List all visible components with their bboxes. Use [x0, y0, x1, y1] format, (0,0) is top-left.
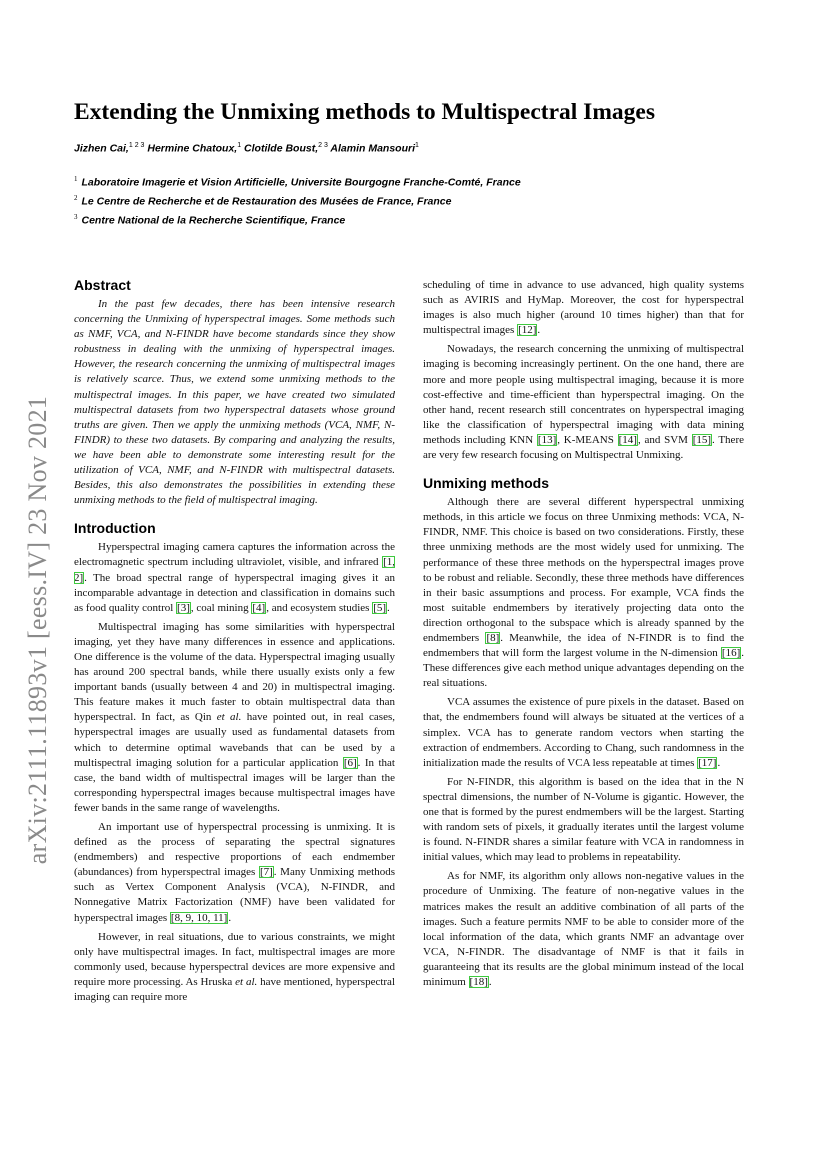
- paragraph: Multispectral imaging has some similarities with hyperspectral imaging, yet they have many differences in essence and applications. One difference is the volume of the data. Hyperspectral imaging usually has around 200 spectral bands, while there usually exists only a few important bands (usually between 4 and 20) in multispectral imaging. This feature makes it much faster to obtain multispectral data than hyperspectral. In fact, as Qin et al. have pointed out, in real cases, hyperspectral images are usually used as fundamental datasets from which to determine optimal wavebands that can be used by a multispectral imaging solution for a particular application [6]. In that case, the band width of multispectral images will be larger than the corresponding hyperspectral images because multispectral images have fewer bands in the same range of wavelengths.: [74, 620, 395, 814]
- affiliation-number: 2: [74, 194, 78, 202]
- citation-link[interactable]: [17]: [698, 756, 717, 769]
- citation-link[interactable]: [4]: [252, 601, 266, 614]
- citation-link[interactable]: [12]: [518, 324, 537, 337]
- author-affiliation-mark: 1: [415, 142, 419, 149]
- paragraph: However, in real situations, due to various constraints, we might only have multispectral images. In fact, multispectral images are more commonly used, because hyperspectral devices are more expensive and require more processing. As Hruska et al. have mentioned, hyperspectral imaging can require more: [74, 930, 395, 1004]
- abstract-heading: Abstract: [74, 277, 131, 293]
- paragraph: Although there are several different hyperspectral unmixing methods, in this article we focus on three Unmixing methods: VCA, N-FINDR, NMF. This choice is based on two considerations. Firstly, these three unmixing methods are the most widely used for unmixing. The performance of these three methods on the hyperspectral images prove to be robust and reliable. Secondly, these three methods have differences in their basic assumptions and process. For example, VCA finds the most suitable endmembers by iteratively projecting data onto the direction orthogonal to the subspace which is already spanned by the endmembers [8]. Meanwhile, the idea of N-FINDR is to find the endmembers that will form the largest volume in the N-dimension [16]. These differences give each method unique advantages depending on the real situations.: [423, 496, 745, 690]
- affiliation: [74, 172, 521, 191]
- citation-link[interactable]: [8]: [486, 631, 500, 644]
- citation-link[interactable]: [16]: [721, 647, 741, 660]
- paragraph: An important use of hyperspectral processing is unmixing. It is defined as the process of separating the spectral signatures (endmembers) and respective proportions of each endmember (abundances) from hyperspectral images [7]. Many Unmixing methods such as Vertex Component Analysis (VCA), N-FINDR, and Nonnegative Matrix Factorization (NMF) have been validated for hyperspectral images [8, 9, 10, 11].: [74, 821, 395, 924]
- affiliation: [74, 210, 521, 229]
- citation-link[interactable]: [14]: [618, 433, 637, 446]
- paragraph: scheduling of time in advance to use advanced, high quality systems such as AVIRIS and HyMap. Moreover, the cost for hyperspectral images is also much higher (around 10 times higher) than that for multispectral images [12].: [423, 279, 744, 337]
- right-column: [423, 278, 744, 990]
- paragraph: Hyperspectral imaging camera captures the information across the electromagnetic spectrum including ultraviolet, visible, and infrared [1, 2]. The broad spectral range of hyperspectral imaging gives it an incomparable advantage in detection and classification in domains such as food quality control [3], coal mining [4], and ecosystem studies [5].: [74, 541, 395, 614]
- paragraph: VCA assumes the existence of pure pixels in the dataset. Based on that, the endmembers found will always be situated at the vertices of a simplex. VCA has to generate random vectors when starting the extraction of endmembers. According to Chang, such randomness in the initialization made the results of VCA less repeatable at times [17].: [423, 696, 744, 769]
- affiliation-number: 3: [74, 213, 78, 221]
- citation-link[interactable]: [1, 2]: [74, 556, 395, 584]
- introduction-heading: Introduction: [74, 520, 156, 537]
- unmixing-methods-heading: Unmixing methods: [423, 475, 550, 492]
- citation-link[interactable]: [3]: [177, 601, 190, 614]
- citation-link[interactable]: [13]: [537, 433, 557, 446]
- author: Alamin Mansouri: [330, 142, 416, 155]
- affiliation-number: 1: [74, 175, 78, 183]
- citation-link[interactable]: [5]: [373, 601, 387, 614]
- author-affiliation-mark: 1 2 3: [128, 142, 145, 149]
- citation-link[interactable]: [7]: [259, 866, 273, 879]
- arxiv-id: arXiv:2111.11893v1 [eess.IV] 23 Nov 2021: [23, 395, 52, 865]
- paragraph: As for NMF, its algorithm only allows non-negative values in the procedure of Unmixing. The feature of non-negative values in the matrices makes the result an additive combination of all parts of the images. Such a feature permits NMF to be able to consider more of the local information of the data, which grants NMF an advantage over VCA, N-FINDR. The disadvantage of NMF is that it fails in guaranteeing that its results are the global minimum instead of the local minimum [18].: [423, 870, 744, 989]
- citation-link[interactable]: [15]: [692, 433, 712, 446]
- author-affiliation-mark: 1: [237, 142, 242, 149]
- affiliation-list: [74, 172, 521, 229]
- introduction-section: [74, 520, 395, 1005]
- affiliation-text: Laboratoire Imagerie et Vision Artificielle, Universite Bourgogne Franche-Comté, France: [81, 176, 521, 189]
- citation-link[interactable]: [6]: [343, 756, 357, 769]
- citation-link[interactable]: [18]: [469, 976, 488, 989]
- paragraph: For N-FINDR, this algorithm is based on the idea that in the N spectral dimensions, the number of N-Volume is gigantic. However, the one that is formed by the purest endmembers will be the largest. Starting with random sets of pixels, it gradually iterates until the largest volume is found. N-FINDR shares a similar feature with VCA in randomness in initial values, which may lead to problems in repeatability.: [423, 775, 744, 864]
- author: Hermine Chatoux,: [147, 142, 238, 155]
- abstract-text: In the past few decades, there has been intensive research concerning the Unmixing of hyperspectral images. Some methods such as NMF, VCA, and N-FINDR have become standards since they show robustness in dealing with the unmixing of hyperspectral images. However, the research concerning the unmixing of multispectral images is relatively scarce. Thus, we extend some unmixing methods to the multispectral images. In this paper, we have created two simulated multispectral datasets from two hyperspectral datasets whose ground truths are given. Then we apply the unmixing methods (VCA, NMF, N-FINDR) to these two datasets. By comparing and analyzing the results, we have been able to demonstrate some interesting result for the utilization of VCA, NMF, and N-FINDR with multispectral datasets. Besides, this also demonstrates the possibilities in extending these unmixing methods to the field of multispectral imaging.: [74, 298, 395, 507]
- paper-title: Extending the Unmixing methods to Multispectral Images: [74, 99, 655, 125]
- citation-link[interactable]: [8, 9, 10, 11]: [170, 911, 228, 924]
- author-affiliation-mark: 2 3: [318, 142, 328, 149]
- affiliation-text: Le Centre de Recherche et de Restauration des Musées de France, France: [81, 195, 452, 208]
- author-list: [74, 142, 419, 155]
- author: Clotilde Boust,: [244, 142, 319, 155]
- author: Jizhen Cai,: [74, 142, 129, 155]
- unmixing-methods-section: [423, 475, 744, 990]
- affiliation-text: Centre National de la Recherche Scientifique, France: [81, 214, 346, 227]
- affiliation: [74, 191, 521, 210]
- left-column: [74, 277, 395, 1005]
- abstract-section: [74, 277, 395, 508]
- arxiv-stamp: [18, 380, 58, 880]
- paragraph: Nowadays, the research concerning the unmixing of multispectral imaging is becoming increasingly pertinent. On the one hand, there are more and more people using multispectral imaging, because it is more cost-effective and time-efficient than hyperspectral imaging. On the other hand, recent research still concentrates on hyperspectral imaging like the classification of hyperspectral imaging with data mining methods including KNN [13], K-MEANS [14], and SVM [15]. There are very few research focusing on Multispectral Unmixing.: [423, 343, 744, 462]
